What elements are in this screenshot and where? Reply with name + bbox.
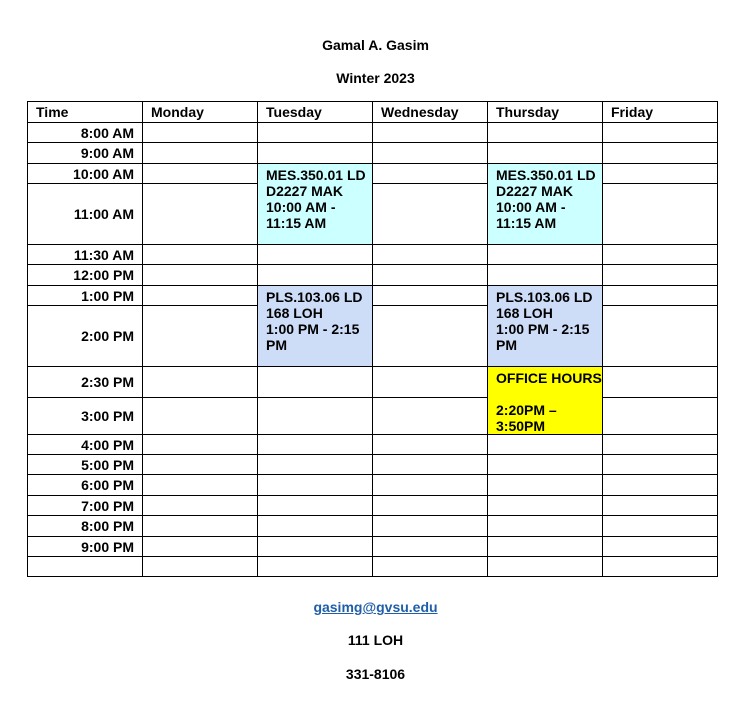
table-row	[28, 164, 718, 184]
empty-cell	[488, 265, 603, 286]
table-row	[28, 496, 718, 516]
empty-cell	[143, 398, 258, 435]
empty-cell	[603, 164, 718, 184]
empty-cell	[488, 537, 603, 557]
empty-cell	[258, 367, 373, 398]
email-line	[0, 599, 751, 615]
term-title: Winter 2023	[336, 70, 415, 86]
table-row	[28, 184, 718, 245]
empty-cell	[143, 516, 258, 537]
time-cell: 6:00 PM	[28, 475, 143, 496]
time-cell: 2:00 PM	[28, 306, 143, 367]
empty-cell	[373, 367, 488, 398]
empty-cell	[603, 496, 718, 516]
empty-cell	[258, 143, 373, 164]
empty-cell	[373, 143, 488, 164]
empty-cell	[488, 496, 603, 516]
office-hours-title: OFFICE HOURS	[496, 370, 602, 386]
course-code: MES.350.01 LD	[266, 167, 366, 183]
empty-cell	[143, 123, 258, 143]
course-time: 10:00 AM - 11:15 AM	[496, 199, 566, 231]
empty-cell	[258, 265, 373, 286]
phone-number: 331-8106	[345, 666, 406, 682]
empty-cell	[603, 123, 718, 143]
time-cell: 9:00 PM	[28, 537, 143, 557]
table-row	[28, 475, 718, 496]
time-cell: 11:00 AM	[28, 184, 143, 245]
empty-cell	[488, 245, 603, 265]
empty-cell	[258, 496, 373, 516]
course-code: MES.350.01 LD	[496, 167, 596, 183]
col-header-tuesday: Tuesday	[258, 102, 373, 123]
course-room: D2227 MAK	[496, 183, 574, 199]
time-cell: 1:00 PM	[28, 286, 143, 306]
empty-cell	[603, 184, 718, 245]
table-row	[28, 143, 718, 164]
empty-cell	[603, 455, 718, 475]
empty-cell	[373, 398, 488, 435]
email-link[interactable]: gasimg@gvsu.edu	[313, 599, 438, 615]
empty-cell	[258, 537, 373, 557]
col-header-friday: Friday	[603, 102, 718, 123]
time-cell: 8:00 AM	[28, 123, 143, 143]
empty-cell	[488, 475, 603, 496]
course-code: PLS.103.06 LD	[266, 289, 363, 305]
col-header-monday: Monday	[143, 102, 258, 123]
time-cell: 2:30 PM	[28, 367, 143, 398]
table-row	[28, 265, 718, 286]
col-header-time: Time	[28, 102, 143, 123]
table-row	[28, 516, 718, 537]
empty-cell	[373, 516, 488, 537]
empty-cell	[258, 435, 373, 455]
office-hours-time: 2:20PM – 3:50PM	[496, 402, 557, 434]
time-cell: 12:00 PM	[28, 265, 143, 286]
course-block-tuesday-pls	[258, 286, 373, 367]
empty-cell	[373, 435, 488, 455]
empty-cell	[603, 367, 718, 398]
table-row	[28, 306, 718, 367]
table-row	[28, 123, 718, 143]
empty-cell	[143, 184, 258, 245]
table-row	[28, 245, 718, 265]
course-time: 1:00 PM - 2:15 PM	[266, 321, 360, 353]
time-cell	[28, 557, 143, 577]
empty-cell	[258, 123, 373, 143]
empty-cell	[258, 455, 373, 475]
empty-cell	[143, 435, 258, 455]
time-cell: 7:00 PM	[28, 496, 143, 516]
table-row	[28, 537, 718, 557]
empty-cell	[143, 306, 258, 367]
empty-cell	[258, 557, 373, 577]
course-block-tuesday-mes	[258, 164, 373, 245]
time-cell: 10:00 AM	[28, 164, 143, 184]
empty-cell	[143, 286, 258, 306]
table-row	[28, 435, 718, 455]
empty-cell	[488, 435, 603, 455]
instructor-name: Gamal A. Gasim	[322, 37, 429, 53]
empty-cell	[143, 143, 258, 164]
empty-cell	[373, 265, 488, 286]
table-row	[28, 398, 718, 435]
empty-cell	[603, 143, 718, 164]
empty-cell	[603, 306, 718, 367]
empty-cell	[488, 123, 603, 143]
empty-cell	[258, 475, 373, 496]
empty-cell	[488, 143, 603, 164]
empty-cell	[373, 475, 488, 496]
empty-cell	[373, 557, 488, 577]
course-code: PLS.103.06 LD	[496, 289, 593, 305]
empty-cell	[373, 455, 488, 475]
empty-cell	[143, 455, 258, 475]
course-room: D2227 MAK	[266, 183, 344, 199]
table-row	[28, 286, 718, 306]
time-cell: 8:00 PM	[28, 516, 143, 537]
office-room: 111 LOH	[347, 632, 404, 648]
empty-cell	[373, 164, 488, 184]
empty-cell	[143, 496, 258, 516]
empty-cell	[603, 435, 718, 455]
empty-cell	[258, 245, 373, 265]
table-row	[28, 455, 718, 475]
time-cell: 5:00 PM	[28, 455, 143, 475]
empty-cell	[373, 537, 488, 557]
table-row	[28, 557, 718, 577]
course-time: 10:00 AM - 11:15 AM	[266, 199, 336, 231]
empty-cell	[603, 557, 718, 577]
empty-cell	[603, 286, 718, 306]
empty-cell	[373, 123, 488, 143]
time-cell: 9:00 AM	[28, 143, 143, 164]
empty-cell	[603, 265, 718, 286]
empty-cell	[373, 184, 488, 245]
empty-cell	[258, 398, 373, 435]
time-cell: 4:00 PM	[28, 435, 143, 455]
empty-cell	[603, 516, 718, 537]
empty-cell	[373, 496, 488, 516]
empty-cell	[143, 537, 258, 557]
empty-cell	[373, 286, 488, 306]
empty-cell	[258, 516, 373, 537]
schedule-table	[27, 101, 718, 577]
header-row	[28, 102, 718, 123]
empty-cell	[373, 245, 488, 265]
course-room: 168 LOH	[266, 305, 323, 321]
empty-cell	[488, 557, 603, 577]
empty-cell	[373, 306, 488, 367]
course-time: 1:00 PM - 2:15 PM	[496, 321, 590, 353]
table-row	[28, 367, 718, 398]
empty-cell	[143, 557, 258, 577]
office-hours-block	[488, 367, 603, 435]
empty-cell	[143, 367, 258, 398]
time-cell: 3:00 PM	[28, 398, 143, 435]
empty-cell	[143, 475, 258, 496]
time-cell: 11:30 AM	[28, 245, 143, 265]
empty-cell	[603, 537, 718, 557]
empty-cell	[603, 245, 718, 265]
empty-cell	[143, 164, 258, 184]
empty-cell	[603, 475, 718, 496]
empty-cell	[488, 516, 603, 537]
empty-cell	[603, 398, 718, 435]
col-header-wednesday: Wednesday	[373, 102, 488, 123]
empty-cell	[143, 245, 258, 265]
course-block-thursday-mes	[488, 164, 603, 245]
empty-cell	[488, 455, 603, 475]
course-block-thursday-pls	[488, 286, 603, 367]
col-header-thursday: Thursday	[488, 102, 603, 123]
empty-cell	[143, 265, 258, 286]
course-room: 168 LOH	[496, 305, 553, 321]
